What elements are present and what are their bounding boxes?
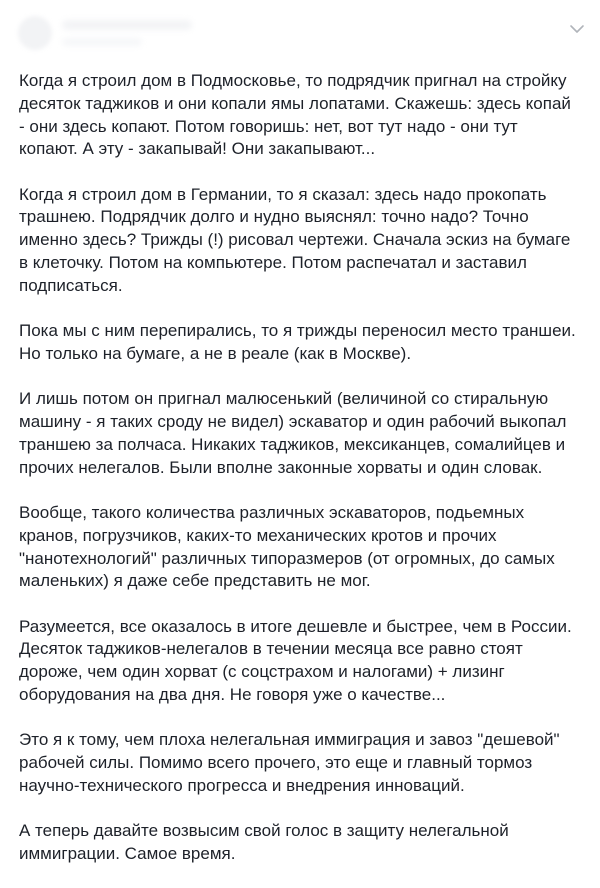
- post-meta-placeholder: [62, 38, 142, 46]
- post-text: [19, 70, 585, 888]
- post-paragraph: Пока мы с ним перепирались, то я трижды переносил место траншеи. Но только на бумаге, а не в реале (как в Москве).: [19, 321, 576, 363]
- author-info-blurred: [18, 14, 238, 50]
- post-paragraph: Это я к тому, чем плоха нелегальная иммиграция и завоз "дешевой" рабочей силы. Помимо всего прочего, это еще и главный тормоз научно-технического прогресса и внедрения инноваций.: [19, 730, 560, 795]
- post-paragraph: А теперь давайте возвысим свой голос в защиту нелегальной иммиграции. Самое время.: [19, 821, 509, 864]
- post-paragraph: И лишь потом он пригнал малюсенький (величиной со стиральную машину - я таких сроду не видел) эскаватор и один рабочий выкопал траншею за полчаса. Никаких таджиков, мексиканцев, сомалийцев и прочих нелегалов. Были вполне законные хорваты и один словак.: [19, 389, 567, 477]
- post-paragraph: Разумеется, все оказалось в итоге дешевле и быстрее, чем в России. Десяток таджиков-нелегалов в течении месяца все равно стоят дороже, чем один хорват (с соцстрахом и налогами) + лизинг оборудования на два дня. Не говоря уже о качестве...: [19, 616, 572, 705]
- post-paragraph: Когда я строил дом в Германии, то я сказал: здесь надо прокопать трашнею. Подрядчик долго и нудно выяснял: точно надо? Точно именно здесь? Трижды (!) рисовал чертежи. Сначала эскиз на бумаге в клеточку. Потом на компьютере. Потом распечатал и заставил подписаться.: [19, 184, 571, 295]
- post-paragraph: Вообще, такого количества различных эскаваторов, подьемных кранов, погрузчиков, каких-то механических кротов и прочих "нанотехнологий" различных типоразмеров (от огромных, до самых маленьких) я даже себе представить не мог.: [19, 502, 555, 591]
- author-name-placeholder: [62, 20, 192, 30]
- chevron-down-icon-svg: [568, 20, 586, 38]
- avatar: [18, 16, 52, 50]
- chevron-down-icon[interactable]: [568, 20, 586, 38]
- post-paragraph: Когда я строил дом в Подмосковье, то подрядчик пригнал на стройку десяток таджиков и они копали ямы лопатами. Скажешь: здесь копай - они здесь копают. Потом говоришь: нет, вот тут надо - они тут копают. А эту - закапывай! Они закапывают...: [19, 71, 571, 159]
- post-header: [0, 0, 600, 62]
